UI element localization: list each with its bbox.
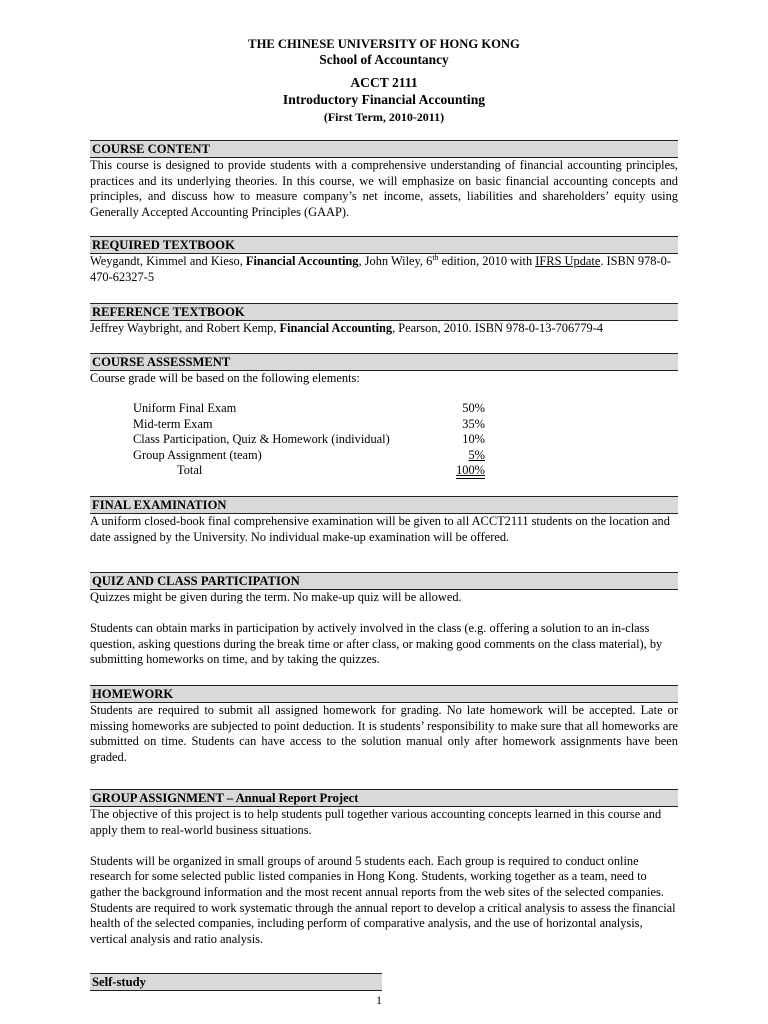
participation-text: Students can obtain marks in participation by actively involved in the class (e.g. offering a solution to an in-class question, asking questions during the break time or after class, or making good comments on the class material), by submitting homeworks on time, and by taking the quizzes. — [90, 621, 663, 667]
course-code: ACCT 2111 — [350, 75, 418, 90]
self-study-section — [90, 973, 382, 991]
university-name: THE CHINESE UNIVERSITY OF HONG KONG — [248, 37, 520, 51]
grade-item-label: Class Participation, Quiz & Homework (individual) — [133, 432, 390, 447]
quiz-text: Quizzes might be given during the term. No make-up quiz will be allowed. — [90, 590, 462, 604]
textbook-isbn: . ISBN 978-0-470-62327-5 — [90, 254, 671, 284]
quiz-heading: QUIZ AND CLASS PARTICIPATION — [90, 572, 678, 590]
grade-item-percent: 35% — [462, 416, 485, 431]
homework-text: Students are required to submit all assigned homework for grading. No late homework will be accepted. Late or missing homeworks are subjected to point deduction. It is students’ responsibility to make sure that all homeworks are submitted on time. Students can have access to the solution manual only after homework assignments have been graded. — [90, 703, 678, 764]
group-assignment-section — [90, 789, 678, 947]
grade-item-percent: 50% — [462, 401, 485, 415]
required-textbook-heading: REQUIRED TEXTBOOK — [90, 236, 678, 254]
grade-total-label: Total — [177, 463, 203, 478]
reference-textbook-section — [90, 303, 678, 337]
group-assignment-heading: GROUP ASSIGNMENT – Annual Report Project — [90, 789, 678, 807]
reference-authors: Jeffrey Waybright, and Robert Kemp, — [90, 321, 280, 335]
course-content-heading: COURSE CONTENT — [90, 140, 678, 158]
required-textbook-section — [90, 236, 678, 285]
group-assignment-objective: The objective of this project is to help students pull together various accounting concepts learned in this course and apply them to real-world business situations. — [90, 807, 662, 837]
homework-section — [90, 685, 678, 765]
reference-title: Financial Accounting — [279, 321, 393, 335]
textbook-title: Financial Accounting — [245, 254, 359, 268]
reference-details: , Pearson, 2010. ISBN 978-0-13-706779-4 — [392, 321, 604, 335]
course-term: (First Term, 2010-2011) — [323, 110, 445, 124]
page-number: 1 — [376, 993, 382, 1007]
grade-item-label: Uniform Final Exam — [133, 401, 237, 415]
self-study-heading: Self-study — [90, 973, 382, 991]
textbook-authors: Weygandt, Kimmel and Kieso, — [90, 254, 246, 268]
required-textbook-text — [90, 254, 678, 285]
course-content-section — [90, 140, 678, 220]
school-name: School of Accountancy — [319, 52, 449, 67]
final-examination-section — [90, 496, 678, 545]
final-examination-heading: FINAL EXAMINATION — [90, 496, 678, 514]
reference-textbook-text — [90, 321, 678, 337]
course-assessment-section — [90, 353, 678, 387]
homework-heading: HOMEWORK — [90, 685, 678, 703]
grade-item-label: Group Assignment (team) — [133, 447, 262, 462]
group-assignment-details: Students will be organized in small groups of around 5 students each. Each group is required to conduct online research for some selected public listed companies in Hong Kong. Students, working together as a team, need to gather the background information and the most recent annual reports from the web sites of the selected companies. Students are required to work systematic through the annual report to develop a critical analysis to assess the financial health of the selected companies, including perform of comparative analysis, and the use of horizontal analysis, vertical analysis and ratio analysis. — [90, 853, 676, 946]
quiz-section — [90, 572, 678, 668]
course-assessment-heading: COURSE ASSESSMENT — [90, 353, 678, 371]
textbook-edition: edition, 2010 with — [438, 254, 536, 268]
final-examination-text: A uniform closed-book final comprehensive examination will be given to all ACCT2111 students on the location and date assigned by the University. No individual make-up examination will be offered. — [90, 514, 670, 544]
reference-textbook-heading: REFERENCE TEXTBOOK — [90, 303, 678, 321]
grade-item-percent: 5% — [468, 447, 485, 462]
grade-item-percent: 10% — [462, 432, 485, 447]
course-content-text: This course is designed to provide students with a comprehensive understanding of financial accounting principles, practices and its underlying theories. In this course, we will emphasize on basic financial accounting concepts and principles, and discuss how to measure company’s net income, assets, liabilities and shareholders’ equity using Generally Accepted Accounting Principles (GAAP). — [90, 158, 678, 219]
textbook-publisher: , John Wiley, 6 — [358, 254, 433, 268]
course-title: Introductory Financial Accounting — [282, 92, 486, 107]
course-assessment-intro: Course grade will be based on the following elements: — [90, 371, 360, 385]
grade-item-label: Mid-term Exam — [133, 416, 213, 431]
ifrs-update-link[interactable]: IFRS Update — [535, 254, 601, 268]
edition-superscript: th — [432, 253, 439, 262]
grade-total-percent: 100% — [456, 463, 485, 478]
